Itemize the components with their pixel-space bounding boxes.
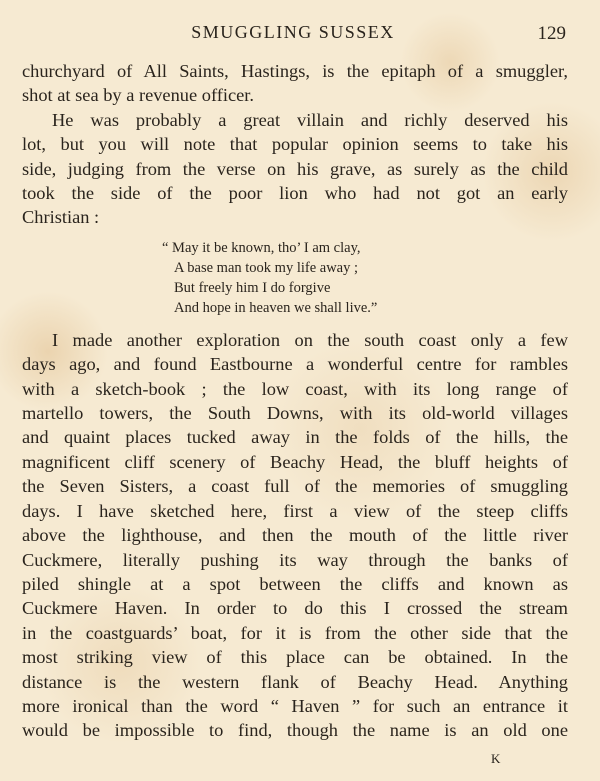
text-line: days ago, and found Eastbourne a wonderful centre for rambles [22,354,568,375]
text-line: distance is the western flank of Beachy Head. Anything [22,671,568,692]
text-line: churchyard of All Saints, Hastings, is the epitaph of a smuggler, [22,61,568,81]
text-line: above the lighthouse, and then the mouth of the little river [22,525,568,546]
text-line: days. I have sketched here, first a view of the steep cliffs [22,500,568,521]
running-head [20,20,566,44]
verse-line: “ May it be known, tho’ I am clay, [162,239,361,256]
text-line: Christian : [22,207,100,228]
running-title: SMUGGLING SUSSEX [191,22,395,42]
text-line: martello towers, the South Downs, with its old-world villages [22,403,568,424]
text-line: took the side of the poor lion who had not got an early [22,183,568,204]
text-line: magnificent cliff scenery of Beachy Head, the bluff heights of [22,451,568,472]
text-line: most striking view of this place can be obtained. In the [22,647,568,668]
signature-mark: K [491,751,501,766]
text-line: would be impossible to find, though the name is an old one [22,720,568,741]
text-line: shot at sea by a revenue officer. [22,85,255,106]
page-number: 129 [537,23,566,44]
text-line: piled shingle at a spot between the cliffs and known as [22,573,568,594]
text-line: and quaint places tucked away in the folds of the hills, the [22,427,568,448]
body-text [22,59,568,743]
text-line: with a sketch-book ; the low coast, with its long range of [22,378,568,399]
text-line: in the coastguards’ boat, for it is from the other side that the [22,622,568,643]
text-line: side, judging from the verse on his grave, as surely as the child [22,158,568,179]
verse-line: A base man took my life away ; [174,259,359,276]
verse-line: And hope in heaven we shall live.” [174,299,378,316]
epitaph-verse [162,238,568,318]
verse-line: But freely him I do forgive [174,279,331,296]
text-line: lot, but you will note that popular opinion seems to take his [22,134,568,155]
text-line: Cuckmere Haven. In order to do this I crossed the stream [22,598,568,619]
text-line: the Seven Sisters, a coast full of the memories of smuggling [22,476,568,497]
text-line: Cuckmere, literally pushing its way through the banks of [22,549,568,570]
text-line: more ironical than the word “ Haven ” for such an entrance it [22,695,568,716]
text-line: He was probably a great villain and richly deserved his [52,109,568,130]
text-line: I made another exploration on the south coast only a few [52,329,568,350]
